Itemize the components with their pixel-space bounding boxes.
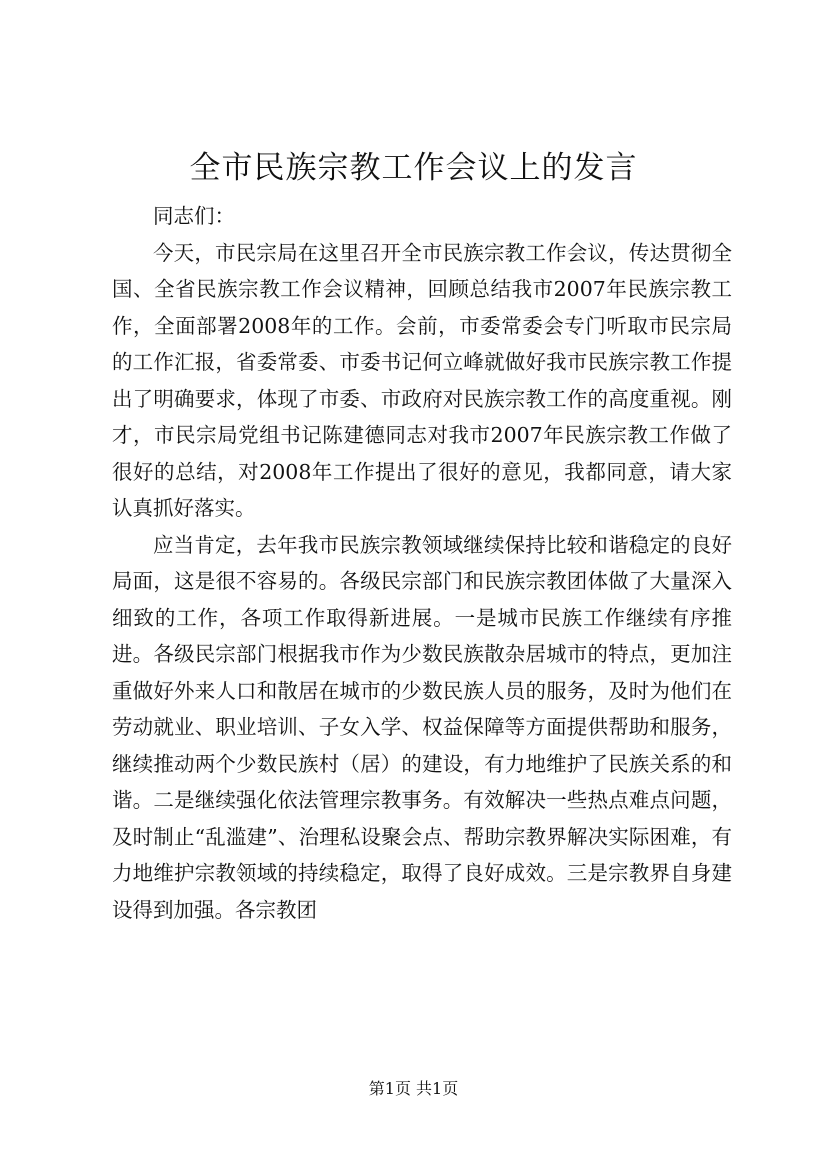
paragraph-2: 应当肯定，去年我市民族宗教领域继续保持比较和谐稳定的良好局面，这是很不容易的。各级民宗部门和民族宗教团体做了大量深入细致的工作，各项工作取得新进展。一是城市民族工作继续有序推进。各级民宗部门根据我市作为少数民族散杂居城市的特点，更加注重做好外来人口和散居在城市的少数民族人员的服务，及时为他们在劳动就业、职业培训、子女入学、权益保障等方面提供帮助和服务，继续推动两个少数民族村（居）的建设，有力地维护了民族关系的和谐。二是继续强化依法管理宗教事务。有效解决一些热点难点问题，及时制止“乱滥建”、治理私设聚会点、帮助宗教界解决实际困难，有力地维护宗教领域的持续稳定，取得了良好成效。三是宗教界自身建设得到加强。各宗教团	[112, 532, 732, 922]
salutation: 同志们：	[153, 204, 235, 228]
page-footer: 第1页 共1页	[368, 1079, 459, 1098]
document-title: 全市民族宗教工作会议上的发言	[189, 150, 638, 186]
document-body	[112, 198, 732, 928]
paragraph-1: 今天，市民宗局在这里召开全市民族宗教工作会议，传达贯彻全国、全省民族宗教工作会议精神，回顾总结我市2007年民族宗教工作，全面部署2008年的工作。会前，市委常委会专门听取市民宗局的工作汇报，省委常委、市委书记何立峰就做好我市民族宗教工作提出了明确要求，体现了市委、市政府对民族宗教工作的高度重视。刚才，市民宗局党组书记陈建德同志对我市2007年民族宗教工作做了很好的总结，对2008年工作提出了很好的意见，我都同意，请大家认真抓好落实。	[112, 240, 732, 520]
